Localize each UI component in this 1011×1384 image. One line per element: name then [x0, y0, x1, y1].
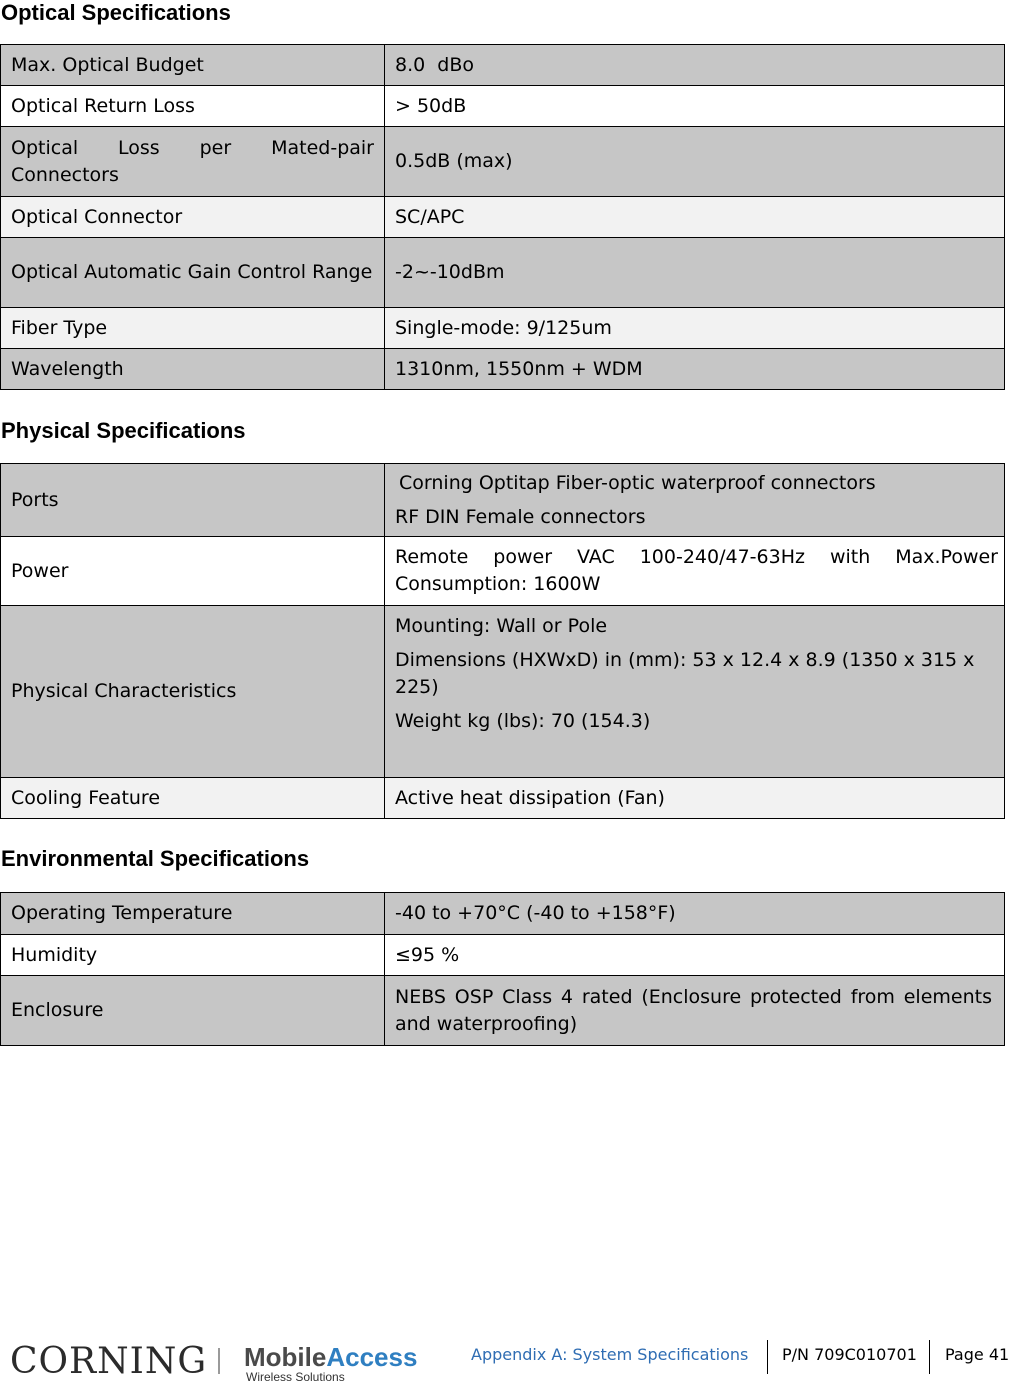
spec-value: Active heat dissipation (Fan) [385, 778, 1005, 819]
footer-part-number: P/N 709C010701 [782, 1345, 917, 1364]
spec-label: Max. Optical Budget [1, 45, 385, 86]
physical-section-title: Physical Specifications [1, 418, 246, 443]
spec-value: -40 to +70°C (-40 to +158°F) [385, 893, 1005, 935]
physical-spec-table [0, 463, 1005, 819]
table-row [1, 197, 1005, 238]
spec-value-line: Weight kg (lbs): 70 (154.3) [395, 710, 651, 732]
table-row [1, 778, 1005, 819]
footer-divider [767, 1340, 768, 1374]
mobileaccess-logo-part2: Access [326, 1342, 418, 1372]
environmental-section-title: Environmental Specifications [1, 846, 310, 871]
spec-value: > 50dB [385, 86, 1005, 127]
spec-label: Wavelength [1, 349, 385, 390]
spec-value: 0.5dB (max) [385, 127, 1005, 197]
corning-logo: CORNING [10, 1341, 208, 1382]
spec-value [385, 606, 1005, 778]
table-row [1, 127, 1005, 197]
spec-label: Cooling Feature [1, 778, 385, 819]
spec-label: Optical Return Loss [1, 86, 385, 127]
table-row [1, 349, 1005, 390]
spec-value: ≤95 % [385, 935, 1005, 976]
logo-divider [218, 1348, 220, 1374]
mobileaccess-logo-subtitle: Wireless Solutions [246, 1370, 345, 1384]
table-row [1, 238, 1005, 308]
spec-value: Single-mode: 9/125um [385, 308, 1005, 349]
table-row [1, 86, 1005, 127]
spec-label: Power [1, 537, 385, 606]
table-row [1, 464, 1005, 537]
footer-appendix-title: Appendix A: System Specifications [471, 1345, 749, 1364]
spec-label: Enclosure [1, 976, 385, 1046]
table-row [1, 537, 1005, 606]
spec-label: Humidity [1, 935, 385, 976]
table-row [1, 976, 1005, 1046]
spec-value-line: Dimensions (HXWxD) in (mm): 53 x 12.4 x 8.9 (1350 x 315 x 225) [395, 649, 975, 698]
spec-label: Ports [1, 464, 385, 537]
page-footer [0, 1330, 1011, 1382]
spec-label: Physical Characteristics [1, 606, 385, 778]
spec-label: Optical Loss per Mated-pair Connectors [1, 127, 385, 197]
spec-value: 8.0 dBo [385, 45, 1005, 86]
table-row [1, 893, 1005, 935]
environmental-spec-table [0, 892, 1005, 1046]
footer-page-number: Page 41 [945, 1345, 1010, 1364]
spec-label: Operating Temperature [1, 893, 385, 935]
footer-divider [929, 1340, 930, 1374]
spec-value: Remote power VAC 100-240/47-63Hz with Max.Power Consumption: 1600W [385, 537, 1005, 606]
mobileaccess-logo-part1: Mobile [244, 1342, 327, 1372]
table-row [1, 45, 1005, 86]
spec-value: NEBS OSP Class 4 rated (Enclosure protected from elements and waterproofing) [385, 976, 1005, 1046]
mobileaccess-logo [244, 1343, 417, 1371]
optical-section-title: Optical Specifications [1, 0, 231, 25]
spec-value: -2~-10dBm [385, 238, 1005, 308]
spec-value-line: Corning Optitap Fiber-optic waterproof connectors [399, 471, 876, 494]
table-row [1, 308, 1005, 349]
table-row [1, 935, 1005, 976]
optical-spec-table [0, 44, 1005, 390]
spec-label: Optical Connector [1, 197, 385, 238]
spec-value: 1310nm, 1550nm + WDM [385, 349, 1005, 390]
spec-label: Optical Automatic Gain Control Range [1, 238, 385, 308]
spec-value-line: Mounting: Wall or Pole [395, 615, 608, 637]
spec-label: Fiber Type [1, 308, 385, 349]
spec-value-line: RF DIN Female connectors [395, 505, 646, 528]
table-row [1, 606, 1005, 778]
spec-value: SC/APC [385, 197, 1005, 238]
spec-value [385, 464, 1005, 537]
